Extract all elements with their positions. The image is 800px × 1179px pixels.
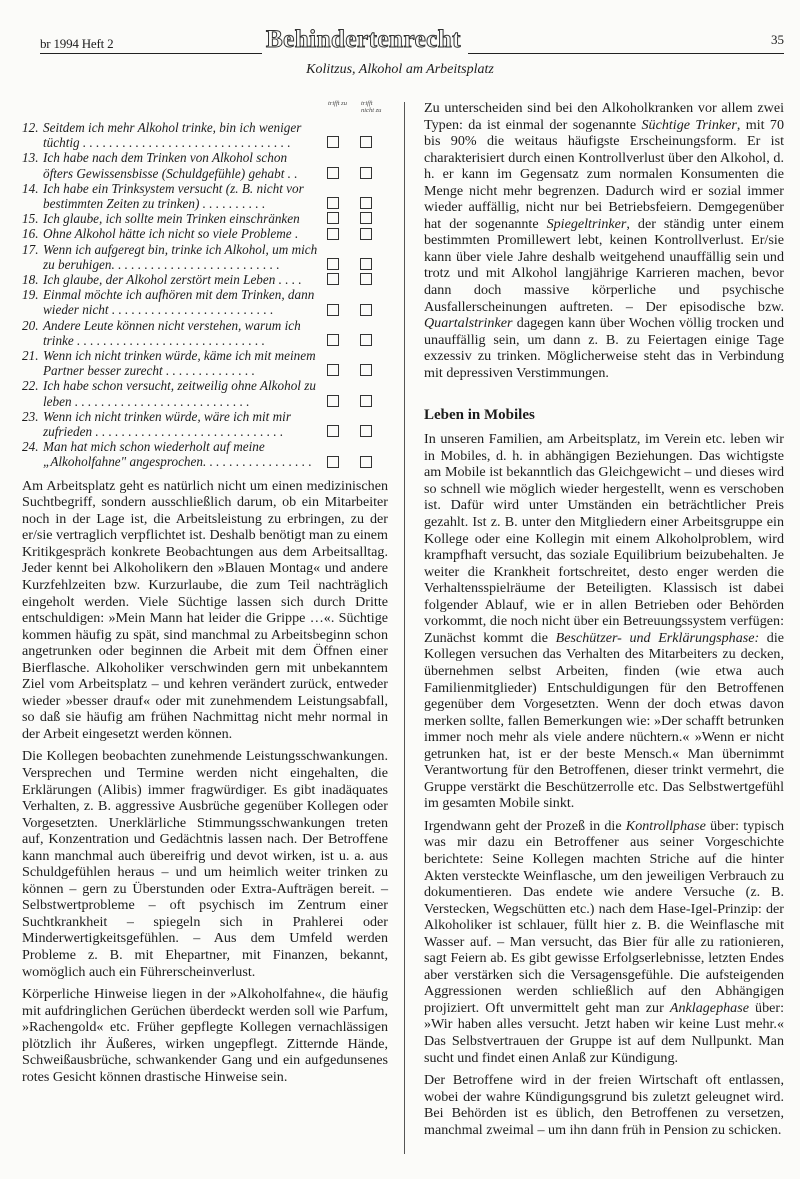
section-heading: Leben in Mobiles	[424, 407, 535, 424]
item-number: 16.	[22, 226, 39, 242]
item-number: 15.	[22, 211, 39, 227]
paragraph-control-phase: Irgendwann geht der Prozeß in die Kontrollphase über: typisch was mir dazu ein Betroffener aus seiner Vorgeschichte berichtete: Seine Kollegen machten Striche auf die hinter Akten versteckte Weinflasche, um den jeweiligen Verbrauch zu dokumentieren. Das endete wie andere Versuche (z. B. Verstecken, Wegschütten etc.) nach dem Hase-Igel-Prinzip: der Alkoholiker ist schlauer, füllt hier z. B. die Weinflasche mit Wasser auf. – Man versucht, das Bier für alle zu rationieren, sagt Feiern ab. Es gibt gewisse Erfolgserlebnisse, letzten Endes aber verstärken sich die Versagensgefühle. Die aufsteigenden Aggressionen werden schließlich auf den Abhängigen projiziert. Oft unvermittelt geht man zur Anklagephase über: »Wir haben alles versucht. Jetzt haben wir keine Lust mehr.« Das Selbstvertrauen der Gruppe ist auf dem Nullpunkt. Man sucht und findet einen Anlaß zur Kündigung.	[424, 817, 784, 1066]
checkbox-applies[interactable]	[327, 425, 339, 437]
checkbox-not-applies[interactable]	[360, 167, 372, 179]
col-label-not-applies: trifft nicht zu	[361, 100, 382, 114]
item-text: Ich habe schon versucht, zeitweilig ohne Alkohol zu leben . . . . . . . . . . . . . . . . . . . . . . . . . . .	[43, 378, 316, 409]
questionnaire-header	[22, 100, 388, 120]
questionnaire-items	[22, 120, 388, 470]
checkbox-applies[interactable]	[327, 304, 339, 316]
header-rule-right	[468, 53, 784, 54]
item-number: 12.	[22, 120, 39, 135]
checkbox-not-applies[interactable]	[360, 364, 372, 376]
item-text: Ich glaube, der Alkohol zerstört mein Leben . . . .	[43, 272, 302, 288]
questionnaire-item	[22, 409, 388, 439]
checkbox-applies[interactable]	[327, 258, 339, 270]
body-paragraph: Am Arbeitsplatz geht es natürlich nicht um einen medizinischen Suchtbegriff, sondern ausschließlich darum, ob ein Mitarbeiter noch in der Lage ist, die Arbeitsleistung zu erbringen, zu der er/sie vertraglich verpflichtet ist. Deshalb benötigt man zu einem Kritikgespräch konkrete Beobachtungen aus dem Arbeitsalltag. Jeder kennt bei Alkoholikern den »Blauen Montag« und andere Kurzfehlzeiten bzw. Kurzurlaube, die zum Teil nachträglich eingeholt werden. Viele Süchtige lassen sich durch Dritte entschuldigen: »Mein Mann hat leider die Grippe …«. Süchtige kommen häufig zu spät, sind manchmal zu Arbeitsbeginn schon angetrunken oder beginnen die Arbeit mit dem Öffnen einer Bierflasche. Alkoholiker verschwinden gern mit unbekanntem Ziel vom Arbeitsplatz – und kehren verändert zurück, entweder wieder »besser drauf« oder mit zunehmendem Leistungsabfall, so daß sie häufig am frühen Nachmittag nicht mehr normal in der Arbeit eingesetzt werden können.	[22, 477, 388, 742]
item-number: 23.	[22, 408, 39, 424]
checkbox-applies[interactable]	[327, 334, 339, 346]
item-number: 13.	[22, 150, 39, 166]
item-text: Ich glaube, ich sollte mein Trinken einschränken	[43, 211, 300, 227]
checkbox-not-applies[interactable]	[360, 304, 372, 316]
paragraph-dismissal: Der Betroffene wird in der freien Wirtschaft oft entlassen, wobei der wahre Kündigungsgrund bis zuletzt geleugnet wird. Bei Behörden ist es üblich, den Betroffenen zu versetzen, manchmal zweimal – um ihn dann früh in Pension zu schicken.	[424, 1072, 784, 1138]
questionnaire-item	[22, 226, 388, 241]
questionnaire-item	[22, 150, 388, 180]
item-text: Andere Leute können nicht verstehen, warum ich trinke . . . . . . . . . . . . . . . . . . . . . . . . . . . . .	[43, 317, 301, 348]
term-kontrollphase: Kontrollphase	[625, 817, 706, 834]
checkbox-not-applies[interactable]	[360, 228, 372, 240]
journal-title: Behindertenrecht	[266, 26, 462, 53]
checkbox-not-applies[interactable]	[360, 197, 372, 209]
item-number: 14.	[22, 180, 39, 196]
left-column	[22, 100, 388, 1091]
questionnaire-item	[22, 348, 388, 378]
term-beschuetzerphase: Beschützer- und Erklärungsphase:	[555, 629, 760, 646]
checkbox-applies[interactable]	[327, 395, 339, 407]
article-running-title: Kolitzus, Alkohol am Arbeitsplatz	[306, 62, 494, 77]
questionnaire-item	[22, 242, 388, 272]
checkbox-applies[interactable]	[327, 212, 339, 224]
column-divider	[404, 102, 405, 1154]
checkbox-applies[interactable]	[327, 136, 339, 148]
questionnaire-item	[22, 181, 388, 211]
item-text: Wenn ich aufgeregt bin, trinke ich Alkohol, um mich zu beruhigen. . . . . . . . . . . . . . . . . . . . . . . . . .	[43, 241, 318, 272]
checkbox-applies[interactable]	[327, 167, 339, 179]
term-anklagephase: Anklagephase	[669, 999, 749, 1016]
checkbox-not-applies[interactable]	[360, 212, 372, 224]
term-quartalstrinker: Quartalstrinker	[424, 315, 513, 332]
questionnaire-item	[22, 439, 388, 469]
questionnaire-item	[22, 318, 388, 348]
questionnaire-item	[22, 120, 388, 150]
item-number: 21.	[22, 348, 39, 364]
body-paragraph: Die Kollegen beobachten zunehmende Leistungsschwankungen. Versprechen und Termine werden nicht eingehalten, die Erklärungen (Alibis) immer fragwürdiger. Es gibt inadäquates Verhalten, z. B. aggressive Ausbrüche gegenüber Kollegen oder Vorgesetzten. Unerklärliche Stimmungsschwankungen treten auf, Konzentration und Gedächtnis lassen nach. Der Betroffene kann manchmal auch übereifrig und devot wirken, ist u. a. aus Schuldgefühlen heraus – und um heimlich weiter trinken zu können – gern zu Überstunden oder Extra-Aufträgen bereit. – Selbstwertprobleme – oft psychisch im Zentrum einer Suchtkrankheit – spiegeln sich in Prahlerei oder Minderwertigkeitsgefühlen. – Aus dem Umfeld werden Probleme z. B. mit Ehepartner, mit Finanzen, bekannt, womöglich auch ein Führerscheinverlust.	[22, 748, 388, 980]
item-text: Wenn ich nicht trinken würde, wäre ich mit mir zufrieden . . . . . . . . . . . . . . . . . . . . . . . . . . . . .	[43, 408, 291, 440]
questionnaire-item	[22, 211, 388, 226]
questionnaire-item	[22, 378, 388, 408]
page-number: 35	[771, 32, 784, 47]
item-text: Einmal möchte ich aufhören mit dem Trinken, dann wieder nicht . . . . . . . . . . . . . . . . . . . . . . . . .	[43, 287, 315, 318]
item-text: Ich habe nach dem Trinken von Alkohol schon öfters Gewissensbisse (Schuldgefühle) gehabt . .	[43, 150, 298, 181]
left-body-text	[22, 478, 388, 1086]
item-text: Wenn ich nicht trinken würde, käme ich mit meinem Partner besser zurecht . . . . . . . . . . . . . .	[43, 348, 316, 379]
checkbox-applies[interactable]	[327, 364, 339, 376]
item-text: Ich habe ein Trinksystem versucht (z. B. nicht vor bestimmten Zeiten zu trinken) . . . . . . . . . .	[43, 180, 304, 212]
checkbox-applies[interactable]	[327, 273, 339, 285]
item-number: 19.	[22, 287, 39, 303]
item-text: Seitdem ich mehr Alkohol trinke, bin ich weniger tüchtig . . . . . . . . . . . . . . . . . . . . . . . . . . . . . . . .	[43, 120, 302, 151]
paragraph-drinker-types: Zu unterscheiden sind bei den Alkoholkranken vor allem zwei Typen: da ist einmal der sogenannte Süchtige Trinker, mit 70 bis 90% die weitaus häufigste Erscheinungsform. Er ist charakterisiert durch einen Kontrollverlust über den Alkohol, d. h. er kann im Gegensatz zum normalen Konsumenten die Menge nicht mehr begrenzen. Dadurch wird er sozial immer wieder auffällig, nicht nur bei Betriebsfeiern. Demgegenüber hat der sogenannte Spiegeltrinker, der ständig unter einem bestimmten Promillewert lebt, keinen Kontrollverlust. Er/sie kann über viele Jahre deshalb weitgehend unauffällig sein und trotz und mit Alkohol langjährige Karrieren machen, bevor dann doch massive körperliche und psychische Ausfallerscheinungen auftreten. – Der episodische bzw. Quartalstrinker dagegen kann über Wochen völlig trocken und unauffällig sein, um dann z. B. zu Feiertagen einige Tage exzessiv zu trinken. Möglicherweise steht das in Verbindung mit depressiven Verstimmungen.	[424, 100, 785, 381]
item-text: Man hat mich schon wiederholt auf meine „Alkoholfahne" angesprochen. . . . . . . . . . . . . . . . .	[43, 439, 312, 470]
right-column	[424, 100, 784, 1144]
term-spiegeltrinker: Spiegeltrinker	[546, 215, 627, 232]
checkbox-not-applies[interactable]	[360, 456, 372, 468]
item-text: Ohne Alkohol hätte ich nicht so viele Probleme .	[43, 226, 299, 242]
item-number: 22.	[22, 378, 39, 394]
header-rule-left	[40, 53, 262, 54]
item-number: 18.	[22, 272, 39, 288]
item-number: 20.	[22, 317, 39, 333]
checkbox-applies[interactable]	[327, 197, 339, 209]
journal-issue: br 1994 Heft 2	[40, 36, 114, 51]
checkbox-not-applies[interactable]	[360, 258, 372, 270]
questionnaire	[22, 100, 388, 470]
checkbox-not-applies[interactable]	[360, 395, 372, 407]
item-number: 24.	[22, 439, 39, 455]
page-header	[40, 26, 784, 54]
paragraph-mobiles: In unseren Familien, am Arbeitsplatz, im Verein etc. leben wir in Mobiles, d. h. in abhängigen Beziehungen. Das wichtigste am Mobile ist bekanntlich das Gleichgewicht – und dieses wird so schnell wie möglich wieder hergestellt, wenn es verschoben ist. Dafür wird unter Umständen ein beträchtlicher Preis gezahlt. Ist z. B. unter den Mitgliedern einer Arbeitsgruppe ein Kollege oder eine Kollegin mit einem Alkoholproblem, wird krampfhaft versucht, das soziale Equilibrium beizubehalten. Je weiter die Krankheit fortschreitet, desto enger werden die Verhaltensspielräume der Beteiligten. Klassisch ist dabei folgender Ablauf, wie er in allen Betrieben oder Behörden vorkommt, die noch nicht über ein Betreuungssystem verfügen: Zunächst kommt die Beschützer- und Erklärungsphase: die Kollegen versuchen das Verhalten des Mitarbeiters zu decken, übernehmen selbst Arbeiten, finden (wie etwa auch Familienmitglieder) Entschuldigungen für den Betroffenen gegenüber dem Vorgesetzten. Wenn der doch etwas davon merken sollte, fallen Bemerkungen wie: »Der schafft betrunken immer noch mehr als viele andere nüchtern.« »Wenn er nicht getrunken hat, ist er der beste Mensch.« Man übernimmt Verantwortung für den Betroffenen, dieser trinkt vermehrt, die Gruppe verstärkt die Beschützerrolle etc. Das Selbstwertgefühl im gesamten Mobile sinkt.	[424, 431, 784, 812]
col-label-applies: trifft zu	[328, 100, 347, 107]
checkbox-not-applies[interactable]	[360, 425, 372, 437]
term-suechtige-trinker: Süchtige Trinker	[641, 116, 737, 133]
checkbox-not-applies[interactable]	[360, 136, 372, 148]
questionnaire-item	[22, 287, 388, 317]
checkbox-applies[interactable]	[327, 228, 339, 240]
checkbox-not-applies[interactable]	[360, 334, 372, 346]
questionnaire-item	[22, 272, 388, 287]
item-number: 17.	[22, 241, 39, 257]
checkbox-applies[interactable]	[327, 456, 339, 468]
body-paragraph: Körperliche Hinweise liegen in der »Alkoholfahne«, die häufig mit aufdringlichen Gerüchen überdeckt werden soll wie Parfum, »Rachengold« etc. Früher gepflegte Kollegen vernachlässigen plötzlich ihr Äußeres, wirken ungepflegt. Zitternde Hände, Schweißausbrüche, schwankender Gang und ein aufgedunsenes rotes Gesicht können drastische Hinweise sein.	[22, 986, 388, 1085]
checkbox-not-applies[interactable]	[360, 273, 372, 285]
